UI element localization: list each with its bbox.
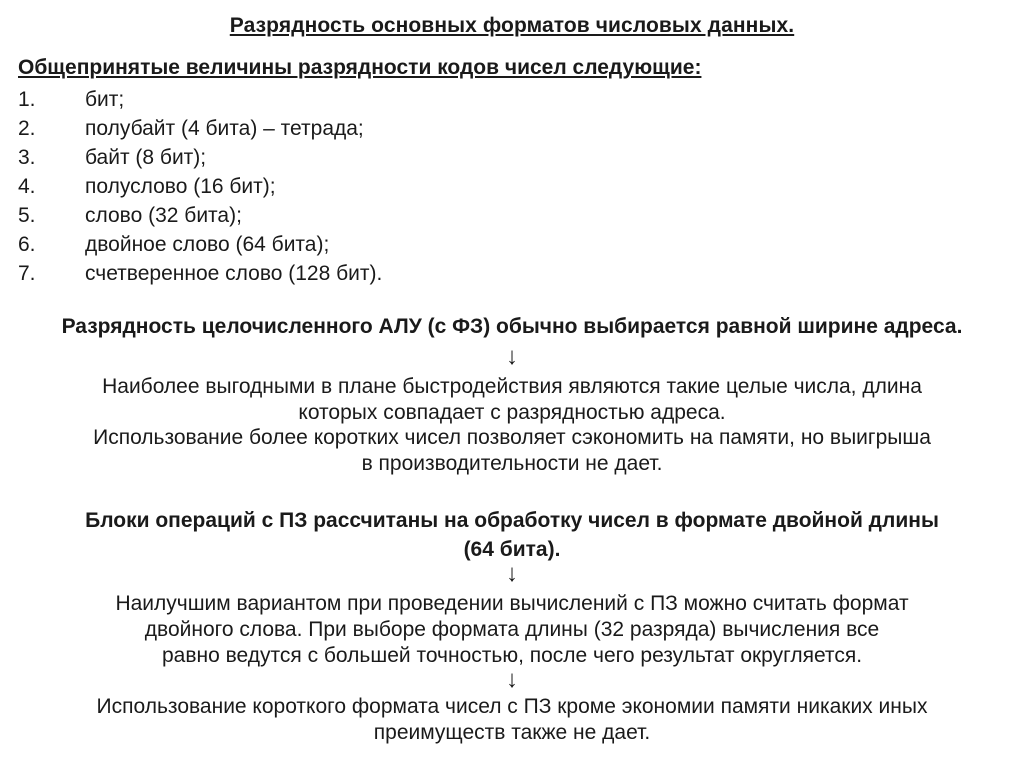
arrow-down-icon: ↓ [506, 343, 518, 370]
text-line: Наиболее выгодными в плане быстродействия являются такие целые числа, длина [102, 375, 922, 398]
alu-heading: Разрядность целочисленного АЛУ (с ФЗ) обычно выбирается равной ширине адреса. [61, 315, 963, 338]
text-line: (64 бита). [463, 538, 561, 561]
list-item [18, 114, 382, 143]
list-item-number: 4. [18, 175, 36, 198]
text-line: двойного слова. При выборе формата длины (32 разряда) вычисления все [144, 618, 880, 641]
text-line: Наилучшим вариантом при проведении вычислений с ПЗ можно считать формат [115, 592, 909, 615]
alu-paragraph-2 [0, 425, 1024, 477]
list-item-text: счетверенное слово (128 бит). [85, 262, 383, 285]
list-heading: Общепринятые величины разрядности кодов чисел следующие: [18, 56, 702, 79]
list-item [18, 259, 382, 288]
alu-paragraph-1 [0, 374, 1024, 426]
list-item [18, 143, 382, 172]
list-item [18, 230, 382, 259]
list-item-number: 5. [18, 204, 36, 227]
list-item-number: 6. [18, 233, 36, 256]
text-line: Использование короткого формата чисел с ПЗ кроме экономии памяти никаких иных [96, 695, 928, 718]
text-line: равно ведутся с большей точностью, после чего результат округляется. [161, 644, 863, 667]
list-item-number: 3. [18, 146, 36, 169]
list-item-text: бит; [85, 88, 125, 111]
text-line: Блоки операций с ПЗ рассчитаны на обработку чисел в формате двойной длины [85, 509, 939, 532]
list-item [18, 172, 382, 201]
fp-heading [0, 506, 1024, 564]
slide-title: Разрядность основных форматов числовых данных. [229, 14, 795, 37]
fp-paragraph-1 [0, 591, 1024, 669]
text-line: которых совпадает с разрядностью адреса. [298, 401, 726, 424]
arrow-down-icon: ↓ [506, 666, 518, 693]
list-item-text: полубайт (4 бита) – тетрада; [85, 117, 364, 140]
list-item-text: полуслово (16 бит); [85, 175, 276, 198]
list-item-text: слово (32 бита); [85, 204, 242, 227]
list-item-number: 7. [18, 262, 36, 285]
bit-width-list [18, 85, 382, 288]
arrow-down-icon: ↓ [506, 560, 518, 587]
text-line: Использование более коротких чисел позволяет сэкономить на памяти, но выигрыша [93, 426, 931, 449]
list-item [18, 85, 382, 114]
list-item-number: 2. [18, 117, 36, 140]
list-item-text: двойное слово (64 бита); [85, 233, 330, 256]
list-item [18, 201, 382, 230]
text-line: преимуществ также не дает. [373, 721, 651, 744]
fp-paragraph-2 [0, 694, 1024, 746]
list-item-text: байт (8 бит); [85, 146, 207, 169]
list-item-number: 1. [18, 88, 36, 111]
text-line: в производительности не дает. [361, 452, 663, 475]
